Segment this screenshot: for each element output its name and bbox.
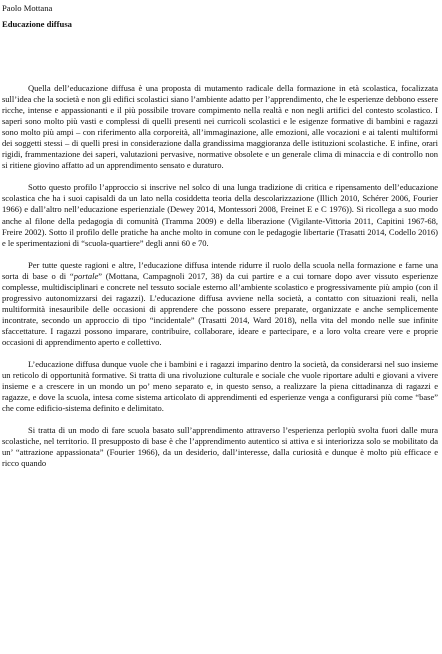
paragraph-3 [2,260,438,348]
paragraph-3-text: Per tutte queste ragioni e altre, l’educazione diffusa intende ridurre il ruolo della scuola nella formazione e farne una sorta di base o di “portale” (Mottana, Campagnoli 2017, 38) da cui partire e a cui tornare dopo aver vissuto esperienze complesse, multidisciplinari e concrete nel tessuto sociale esterno all’ambiente scolastico e progressivamente più ampio (con il progressivo autonomizzarsi dei ragazzi). L’educazione diffusa avviene nella società, a contatto con situazioni reali, nella multiformità inesauribile delle occasioni di apprendere che possono essere preparate, organizzate e anche semplicemente incontrate, secondo un approccio di tipo “incidentale” (Trasatti 2014, Ward 2018), nella vita del mondo nelle sue infinite sfaccettature. I ragazzi possono imparare, contribuire, collaborare, ideare e partecipare, e a loro volta creare vere e proprie occasioni di apprendimento aperto e collettivo. [2,259,439,347]
document-body [2,83,438,469]
emphasis-portale: portale [73,270,99,281]
author-name: Paolo Mottana [2,3,53,13]
paragraph-5: Si tratta di un modo di fare scuola basato sull’apprendimento attraverso l’esperienza perlopiù svolta fuori dalle mura scolastiche, nel territorio. Il presupposto di base è che l’apprendimento autentico si attiva e si interiorizza solo se mobilitato da un’ “attrazione appassionata” (Fourier 1966), da un desiderio, dall’interesse, dalla curiosità e dunque è molto più efficace e ricco quando [2,425,438,469]
paragraph-1: Quella dell’educazione diffusa è una proposta di mutamento radicale della formazione in età scolastica, focalizzata sull’idea che la società e non gli edifici scolastici siano l’ambiente adatto per l’apprendimento, che le esperienze debbono essere ricche, intense e appassionanti e il più possibile trovare compimento nella realtà e non negli artifici del contesto scolastico. I saperi sono molto più vasti e complessi di quelli presenti nei curricoli scolastici e le esigenze formative di bambini e ragazzi sono molto più ampi – con riferimento alla corporeità, all’immaginazione, alle emozioni, alle vocazioni e ai talenti multiformi dei soggetti stessi – di quelli presi in considerazione dalla grandissima maggioranza delle istituzioni scolastiche. E infine, orari rigidi, frammentazione dei saperi, valutazioni pervasive, normative obsolete e un generale clima di minaccia e di controllo non si ritiene giovino affatto ad un apprendimento sensato e duraturo. [2,83,438,171]
document-title: Educazione diffusa [2,19,72,29]
paragraph-4: L’educazione diffusa dunque vuole che i bambini e i ragazzi imparino dentro la società, da considerarsi nel suo insieme un reticolo di opportunità formative. Si tratta di una rivoluzione culturale e sociale che vuole riportare adulti e giovani a vivere insieme e a crescere in un mondo un po’ meno separato e, in questo senso, a realizzare la piena cittadinanza di ragazzi e ragazze, e dove la scuola, intesa come sistema articolato di apprendimenti ed esperienze venga a configurarsi più come “base” che come edificio-sistema definito e delimitato. [2,359,438,414]
paragraph-2: Sotto questo profilo l’approccio si inscrive nel solco di una lunga tradizione di critica e ripensamento dell’educazione scolastica che ha i suoi capisaldi da un lato nella cosiddetta teoria della descolarizzazione (Illich 2010, Schérer 2006, Fourier 1966) e dall’altro nell’educazione esperienziale (Dewey 2014, Montessori 2008, Freinet E e C 1976)). Si ricollega a suo modo anche al filone della pedagogia di comunità (Tramma 2009) e della liberazione (Vigilante-Vittoria 2011, Capitini 1967-68, Freire 2002). Sotto il profilo delle pratiche ha anche molto in comune con le pedagogie libertarie (Trasatti 2014, Codello 2016) e le sperimentazioni di “scuola-quartiere” degli anni 60 e 70. [2,182,438,248]
